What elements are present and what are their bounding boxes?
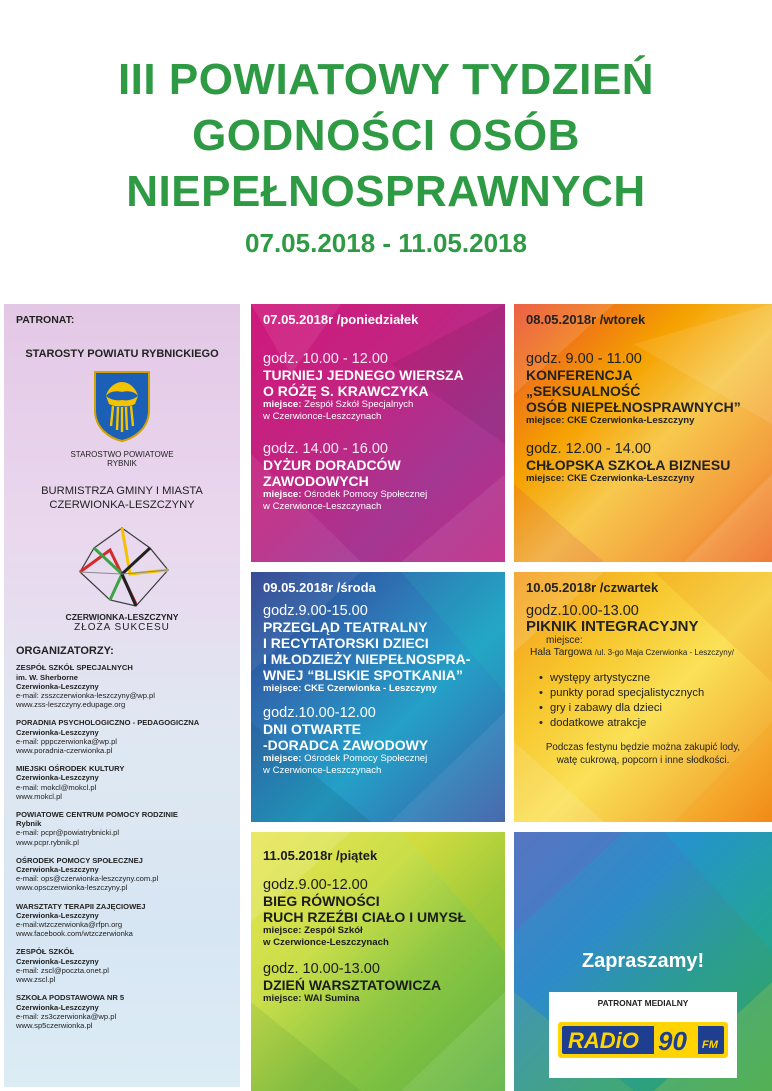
day-panel-tuesday xyxy=(514,304,772,562)
place-label: miejsce: xyxy=(263,683,302,694)
organizer-line: Czerwionka-Leszczyny xyxy=(16,910,99,920)
event-time: godz. 12.00 - 14.00 xyxy=(526,441,651,457)
organizer-website[interactable]: www.mokcl.pl xyxy=(16,791,62,801)
place-name: Ośrodek Pomocy Społecznej xyxy=(304,753,428,764)
city-logo-text xyxy=(16,612,228,633)
place-detail: /ul. 3-go Maja Czerwionka - Leszczyny/ xyxy=(594,648,734,657)
note-line-1: Podczas festynu będzie można zakupić lody, xyxy=(545,742,741,753)
organizer-line: Czerwionka-Leszczyny xyxy=(16,1002,99,1012)
organizer-website[interactable]: www.facebook.com/wtzczerwionka xyxy=(16,929,133,939)
place-name: WAI Sumina xyxy=(304,993,360,1004)
organizer-item xyxy=(16,993,228,1030)
event-title-line: BIEG RÓWNOŚCI xyxy=(263,893,380,909)
event-title: PIKNIK INTEGRACYJNY xyxy=(526,618,699,635)
organizer-item xyxy=(16,718,228,755)
event-time: godz. 14.00 - 16.00 xyxy=(263,441,388,457)
day-panel-monday xyxy=(251,304,505,562)
day-panel-friday xyxy=(251,832,505,1091)
invitation-panel xyxy=(514,832,772,1091)
event-place-2: w Czerwionce-Leszczynach xyxy=(263,501,382,512)
day-header: 10.05.2018r /czwartek xyxy=(526,580,659,595)
organizer-line: Rybnik xyxy=(16,819,42,829)
event-title-line: PRZEGLĄD TEATRALNY xyxy=(263,619,428,635)
organizer-line: Czerwionka-Leszczyny xyxy=(16,865,99,875)
festival-note xyxy=(526,741,760,767)
event-time: godz.10.00-13.00 xyxy=(526,603,639,619)
event-title-line: I RECYTATORSKI DZIECI xyxy=(263,635,429,651)
event-time: godz. 10.00 - 12.00 xyxy=(263,351,388,367)
organizer-item xyxy=(16,947,228,984)
event-title-line: WNEJ “BLISKIE SPOTKANIA” xyxy=(263,667,463,683)
event-place-label: miejsce: xyxy=(546,635,583,646)
burmistrz-line-2: CZERWIONKA-LESZCZYNY xyxy=(49,499,195,512)
event xyxy=(263,603,493,695)
event-time: godz.9.00-15.00 xyxy=(263,603,368,619)
note-line-2: watę cukrową, popcorn i inne słodkości. xyxy=(556,755,730,766)
starostwo-line-1: STAROSTWO POWIATOWE xyxy=(70,450,174,459)
event-place xyxy=(263,489,493,501)
event-time: godz. 10.00-13.00 xyxy=(263,961,380,977)
title-line-3: NIEPEŁNOSPRAWNYCH xyxy=(126,167,646,216)
title-line-2: GODNOŚCI OSÓB xyxy=(192,111,580,160)
event-time: godz.9.00-12.00 xyxy=(263,877,368,893)
panel-content xyxy=(251,572,505,822)
place-label: miejsce: xyxy=(263,753,302,764)
event-title-line: DZIEŃ WARSZTATOWICZA xyxy=(263,977,442,993)
event-title-line: -DORADCA ZAWODOWY xyxy=(263,737,429,753)
place-label: miejsce: xyxy=(263,925,302,936)
organizer-website[interactable]: www.zscl.pl xyxy=(16,975,56,985)
event-title-line: DYŻUR DORADCÓW xyxy=(263,457,401,473)
city-logo-line-1: CZERWIONKA-LESZCZYNY xyxy=(65,612,179,623)
coat-of-arms-icon xyxy=(93,370,151,442)
event-title-line: RUCH RZEŹBI CIAŁO I UMYSŁ xyxy=(263,909,466,925)
organizer-name: WARSZTATY TERAPII ZAJĘCIOWEJ xyxy=(16,901,146,911)
organizer-name: PORADNIA PSYCHOLOGICZNO - PEDAGOGICZNA xyxy=(16,718,200,728)
event-place xyxy=(263,993,493,1005)
organizer-email[interactable]: e-mail:wtzczerwionka@rfpn.org xyxy=(16,920,123,930)
organizer-email[interactable]: e-mail: pcpr@powiatrybnicki.pl xyxy=(16,828,120,838)
sidebar-patronage xyxy=(4,304,240,1087)
event xyxy=(263,351,493,423)
event-place xyxy=(526,415,760,427)
patronat-label: PATRONAT: xyxy=(16,314,75,326)
day-panel-thursday xyxy=(514,572,772,822)
organizer-name: POWIATOWE CENTRUM POMOCY RODZINIE xyxy=(16,810,179,820)
radio-word: RADiO xyxy=(568,1028,639,1053)
event xyxy=(263,877,493,949)
panel-content xyxy=(251,832,505,1091)
place-name: Ośrodek Pomocy Społecznej xyxy=(304,489,428,500)
organizer-email[interactable]: e-mail: zs3czerwionka@wp.pl xyxy=(16,1011,117,1021)
radio-fm: FM xyxy=(702,1039,718,1051)
organizer-line: Czerwionka-Leszczyny xyxy=(16,727,99,737)
place-label: miejsce: xyxy=(526,473,565,484)
organizer-name: ZESPÓŁ SZKÓŁ SPECJALNYCH xyxy=(16,663,133,673)
event-title-line: „SEKSUALNOŚĆ xyxy=(526,383,641,399)
event xyxy=(526,441,760,485)
radio-90-logo-icon xyxy=(558,1018,728,1062)
place-name: CKE Czerwionka-Leszczyny xyxy=(567,473,695,484)
media-patron-box xyxy=(549,992,737,1078)
event-title-line: KONFERENCJA xyxy=(526,367,633,383)
poster-title xyxy=(0,52,772,220)
event-title-line: OSÓB NIEPEŁNOSPRAWNYCH” xyxy=(526,399,741,415)
event-place-2: w Czerwionce-Leszczynach xyxy=(263,411,382,422)
place-label: miejsce: xyxy=(526,415,565,426)
organizer-website[interactable]: www.sp5czerwionka.pl xyxy=(16,1020,93,1030)
organizer-line: Czerwionka-Leszczyny xyxy=(16,956,99,966)
event-title-line: ZAWODOWYCH xyxy=(263,473,369,489)
organizer-email[interactable]: e-mail: pppczerwionka@wp.pl xyxy=(16,736,117,746)
organizer-line: im. W. Sherborne xyxy=(16,672,79,682)
organizer-line: Czerwionka-Leszczyny xyxy=(16,681,99,691)
radio-number: 90 xyxy=(658,1026,687,1056)
organizers-label: ORGANIZATORZY: xyxy=(16,645,114,658)
starostwo-name xyxy=(16,450,228,468)
organizer-website[interactable]: www.zss-leszczyny.edupage.org xyxy=(16,700,126,710)
event-title-line: O RÓŻĘ S. KRAWCZYKA xyxy=(263,383,429,399)
organizer-email[interactable]: e-mail: mokcl@mokcl.pl xyxy=(16,782,97,792)
organizer-name: OŚRODEK POMOCY SPOŁECZNEJ xyxy=(16,855,143,865)
organizer-item xyxy=(16,902,228,939)
event-place xyxy=(263,925,493,937)
event-title-line: DNI OTWARTE xyxy=(263,721,361,737)
panel-content xyxy=(514,304,772,562)
place-name: Zespół Szkół Specjalnych xyxy=(304,399,414,410)
attractions-list xyxy=(526,671,760,731)
event-place-2: w Czerwionce-Leszczynach xyxy=(263,937,389,948)
organizer-website[interactable]: www.poradnia-czerwionka.pl xyxy=(16,746,113,756)
list-item: • gry i zabawy dla dzieci xyxy=(532,701,760,716)
organizer-website[interactable]: www.opsczerwionka-leszczyny.pl xyxy=(16,883,128,893)
event-dates: 07.05.2018 - 11.05.2018 xyxy=(245,228,527,258)
organizers-list xyxy=(16,663,228,1030)
place-label: miejsce: xyxy=(263,489,302,500)
day-header: 08.05.2018r /wtorek xyxy=(526,312,646,327)
place-name: CKE Czerwionka - Leszczyny xyxy=(304,683,437,694)
day-panel-wednesday xyxy=(251,572,505,822)
organizer-email[interactable]: e-mail: zsszczerwionka-leszczyny@wp.pl xyxy=(16,691,155,701)
event-time: godz. 9.00 - 11.00 xyxy=(526,351,642,367)
place-name: CKE Czerwionka-Leszczyny xyxy=(567,415,695,426)
event xyxy=(526,351,760,427)
panel-content xyxy=(514,572,772,822)
organizer-line: Czerwionka-Leszczyny xyxy=(16,773,99,783)
day-header: 07.05.2018r /poniedziałek xyxy=(263,312,419,327)
place-label: miejsce: xyxy=(263,993,302,1004)
event-title-line: I MŁODZIEŻY NIEPEŁNOSPRA- xyxy=(263,651,471,667)
event-place xyxy=(263,753,493,765)
event-time: godz.10.00-12.00 xyxy=(263,705,376,721)
organizer-item xyxy=(16,810,228,847)
event-title-line: TURNIEJ JEDNEGO WIERSZA xyxy=(263,367,464,383)
day-header: 09.05.2018r /środa xyxy=(263,580,376,595)
organizer-website[interactable]: www.pcpr.rybnik.pl xyxy=(16,837,79,847)
place-name: Zespół Szkół xyxy=(304,925,363,936)
organizer-name: ZESPÓŁ SZKÓŁ xyxy=(16,947,75,957)
invitation-text: Zapraszamy! xyxy=(581,950,705,972)
event-place-2: w Czerwionce-Leszczynach xyxy=(263,765,382,776)
city-logo-icon xyxy=(70,518,174,614)
panel-content xyxy=(251,304,505,562)
event xyxy=(263,441,493,513)
event-place xyxy=(526,473,760,485)
organizer-name: MIEJSKI OŚRODEK KULTURY xyxy=(16,764,125,774)
starostwo-line-2: RYBNIK xyxy=(107,459,137,469)
burmistrz-line-1: BURMISTRZA GMINY I MIASTA xyxy=(41,485,203,498)
city-logo-line-2: ZŁOŻA SUKCESU xyxy=(74,622,170,634)
starosta-label: STAROSTY POWIATU RYBNICKIEGO xyxy=(25,348,219,360)
title-line-1: III POWIATOWY TYDZIEŃ xyxy=(117,55,655,104)
media-patron-label: PATRONAT MEDIALNY xyxy=(597,998,689,1008)
place-name: Hala Targowa xyxy=(530,647,593,658)
list-item: • występy artystyczne xyxy=(532,671,760,686)
event-place xyxy=(263,399,493,411)
organizer-email[interactable]: e-mail: zscl@poczta.onet.pl xyxy=(16,965,109,975)
organizer-item xyxy=(16,764,228,801)
event-title-line: CHŁOPSKA SZKOŁA BIZNESU xyxy=(526,457,731,473)
list-item: • dodatkowe atrakcje xyxy=(532,716,760,731)
list-item: • punkty porad specjalistycznych xyxy=(532,686,760,701)
place-label: miejsce: xyxy=(263,399,302,410)
event xyxy=(263,705,493,777)
event-place xyxy=(530,647,760,659)
organizer-item xyxy=(16,663,228,709)
organizer-email[interactable]: e-mail: ops@czerwionka-leszczyny.com.pl xyxy=(16,874,159,884)
burmistrz-label xyxy=(16,484,228,512)
day-header: 11.05.2018r /piątek xyxy=(263,848,378,863)
event xyxy=(263,961,493,1005)
event-place xyxy=(263,683,493,695)
organizer-item xyxy=(16,856,228,893)
organizer-name: SZKOŁA PODSTAWOWA NR 5 xyxy=(16,993,125,1003)
